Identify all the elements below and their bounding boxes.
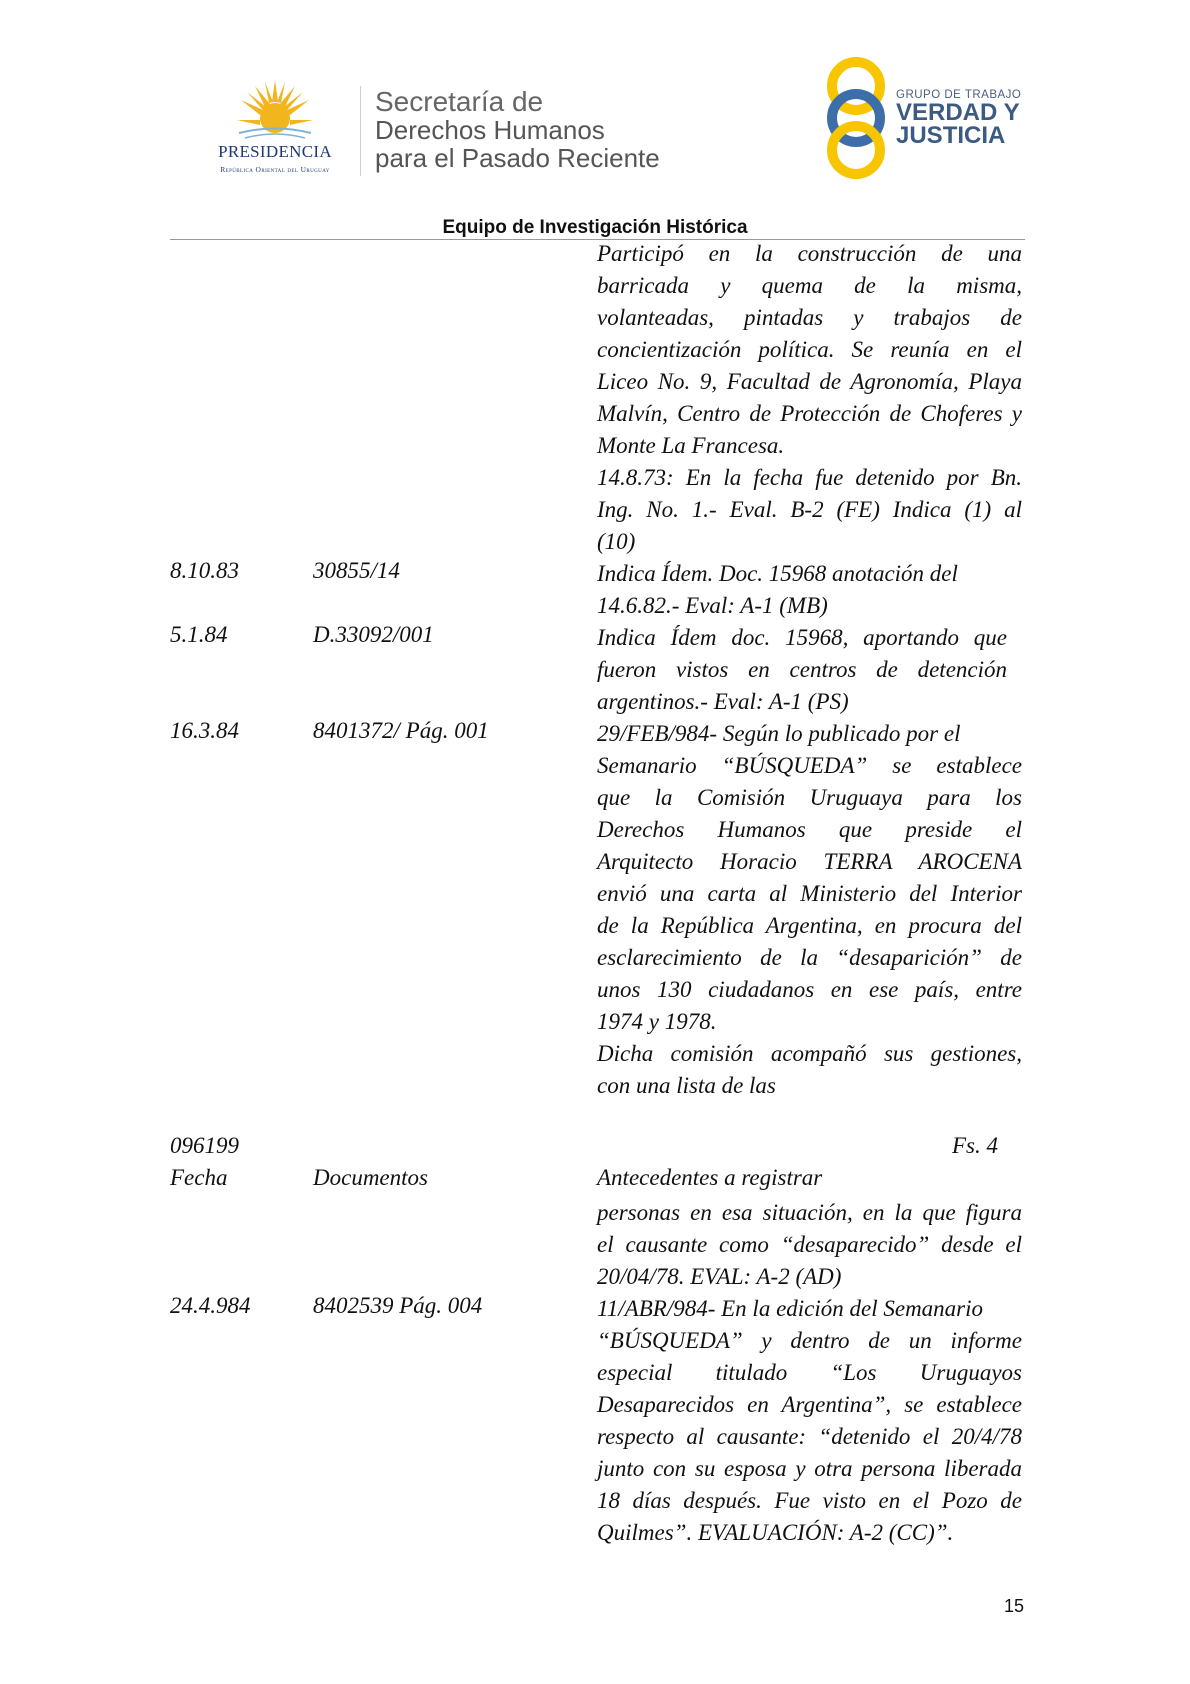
description-line: volanteadas, pintadas y trabajos de	[597, 305, 1022, 330]
description-line: personas en esa situación, en la que figura	[597, 1200, 1022, 1225]
column-header-documents: Documentos	[313, 1165, 428, 1190]
folio-number: Fs. 4	[952, 1133, 998, 1158]
description-line: Arquitecto Horacio TERRA AROCENA	[597, 849, 1022, 874]
description-line: (10)	[597, 529, 636, 554]
description-line: “BÚSQUEDA” y dentro de un informe	[597, 1328, 1022, 1353]
record-document: 30855/14	[313, 558, 400, 583]
description-line: 14.6.82.- Eval: A-1 (MB)	[597, 593, 828, 618]
record-date: 8.10.83	[170, 558, 239, 583]
description-line: Ing. No. 1.- Eval. B-2 (FE) Indica (1) al	[597, 497, 1022, 522]
description-line: especial titulado “Los Uruguayos	[597, 1360, 1022, 1385]
description-line: argentinos.- Eval: A-1 (PS)	[597, 689, 849, 714]
column-header-antecedents: Antecedentes a registrar	[597, 1165, 823, 1190]
description-line: 18 días después. Fue visto en el Pozo de	[597, 1488, 1022, 1513]
record-description	[597, 238, 1022, 558]
description-line: envió una carta al Ministerio del Interior	[597, 881, 1022, 906]
description-line: Participó en la construcción de una	[597, 241, 1022, 266]
record-description	[597, 718, 1022, 1102]
description-line: Indica Ídem doc. 15968, aportando que	[597, 625, 1007, 650]
description-line: con una lista de las	[597, 1073, 776, 1098]
record-description	[597, 622, 1007, 718]
description-line: fueron vistos en centros de detención	[597, 657, 1007, 682]
description-line: esclarecimiento de la “desaparición” de	[597, 945, 1022, 970]
description-line: barricada y quema de la misma,	[597, 273, 1022, 298]
record-document: 8401372/ Pág. 001	[313, 718, 489, 743]
description-line: que la Comisión Uruguaya para los	[597, 785, 1022, 810]
description-line: 20/04/78. EVAL: A-2 (AD)	[597, 1264, 842, 1289]
description-line: junto con su esposa y otra persona liberada	[597, 1456, 1022, 1481]
gtvj-line-2: VERDAD Y	[896, 99, 1020, 126]
description-line: de la República Argentina, en procura del	[597, 913, 1022, 938]
record-date: 5.1.84	[170, 622, 228, 647]
gtvj-line-1: GRUPO DE TRABAJO	[896, 89, 1022, 101]
description-line: 11/ABR/984- En la edición del Semanario	[597, 1296, 984, 1321]
description-line: Dicha comisión acompañó sus gestiones,	[597, 1041, 1022, 1066]
description-line: Indica Ídem. Doc. 15968 anotación del	[597, 561, 958, 586]
secretaria-line-3: para el Pasado Reciente	[375, 143, 660, 173]
description-line: Semanario “BÚSQUEDA” se establece	[597, 753, 1022, 778]
description-line: Desaparecidos en Argentina”, se establece	[597, 1392, 1022, 1417]
description-line: Monte La Francesa.	[597, 433, 785, 458]
description-line: el causante como “desaparecido” desde el	[597, 1232, 1022, 1257]
header-title: Equipo de Investigación Histórica	[442, 217, 748, 238]
description-line: concientización política. Se reunía en el	[597, 337, 1022, 362]
page-number: 15	[1003, 1596, 1024, 1616]
description-line: Liceo No. 9, Facultad de Agronomía, Playa	[597, 369, 1022, 394]
record-date: 24.4.984	[170, 1293, 251, 1318]
record-description	[597, 1293, 1022, 1549]
description-line: Quilmes”. EVALUACIÓN: A-2 (CC)”.	[597, 1520, 954, 1545]
description-line: 14.8.73: En la fecha fue detenido por Bn.	[597, 465, 1022, 490]
description-line: 29/FEB/984- Según lo publicado por el	[597, 721, 961, 746]
record-description	[597, 1197, 1022, 1293]
file-number: 096199	[170, 1133, 239, 1158]
description-line: 1974 y 1978.	[597, 1009, 717, 1034]
presidencia-subtitle: República Oriental del Uruguay	[220, 165, 330, 174]
record-date: 16.3.84	[170, 718, 239, 743]
record-document: D.33092/001	[313, 622, 434, 647]
gtvj-line-3: JUSTICIA	[896, 122, 1006, 149]
description-line: respecto al causante: “detenido el 20/4/78	[597, 1424, 1022, 1449]
description-line: Malvín, Centro de Protección de Choferes y	[597, 401, 1022, 426]
description-line: unos 130 ciudadanos en ese país, entre	[597, 977, 1022, 1002]
column-header-date: Fecha	[170, 1165, 228, 1190]
secretaria-line-2: Derechos Humanos	[375, 115, 605, 145]
record-description	[597, 558, 977, 622]
presidencia-wordmark: PRESIDENCIA	[218, 142, 332, 161]
record-document: 8402539 Pág. 004	[313, 1293, 483, 1318]
secretaria-line-1: Secretaría de	[375, 86, 544, 117]
description-line: Derechos Humanos que preside el	[597, 817, 1022, 842]
